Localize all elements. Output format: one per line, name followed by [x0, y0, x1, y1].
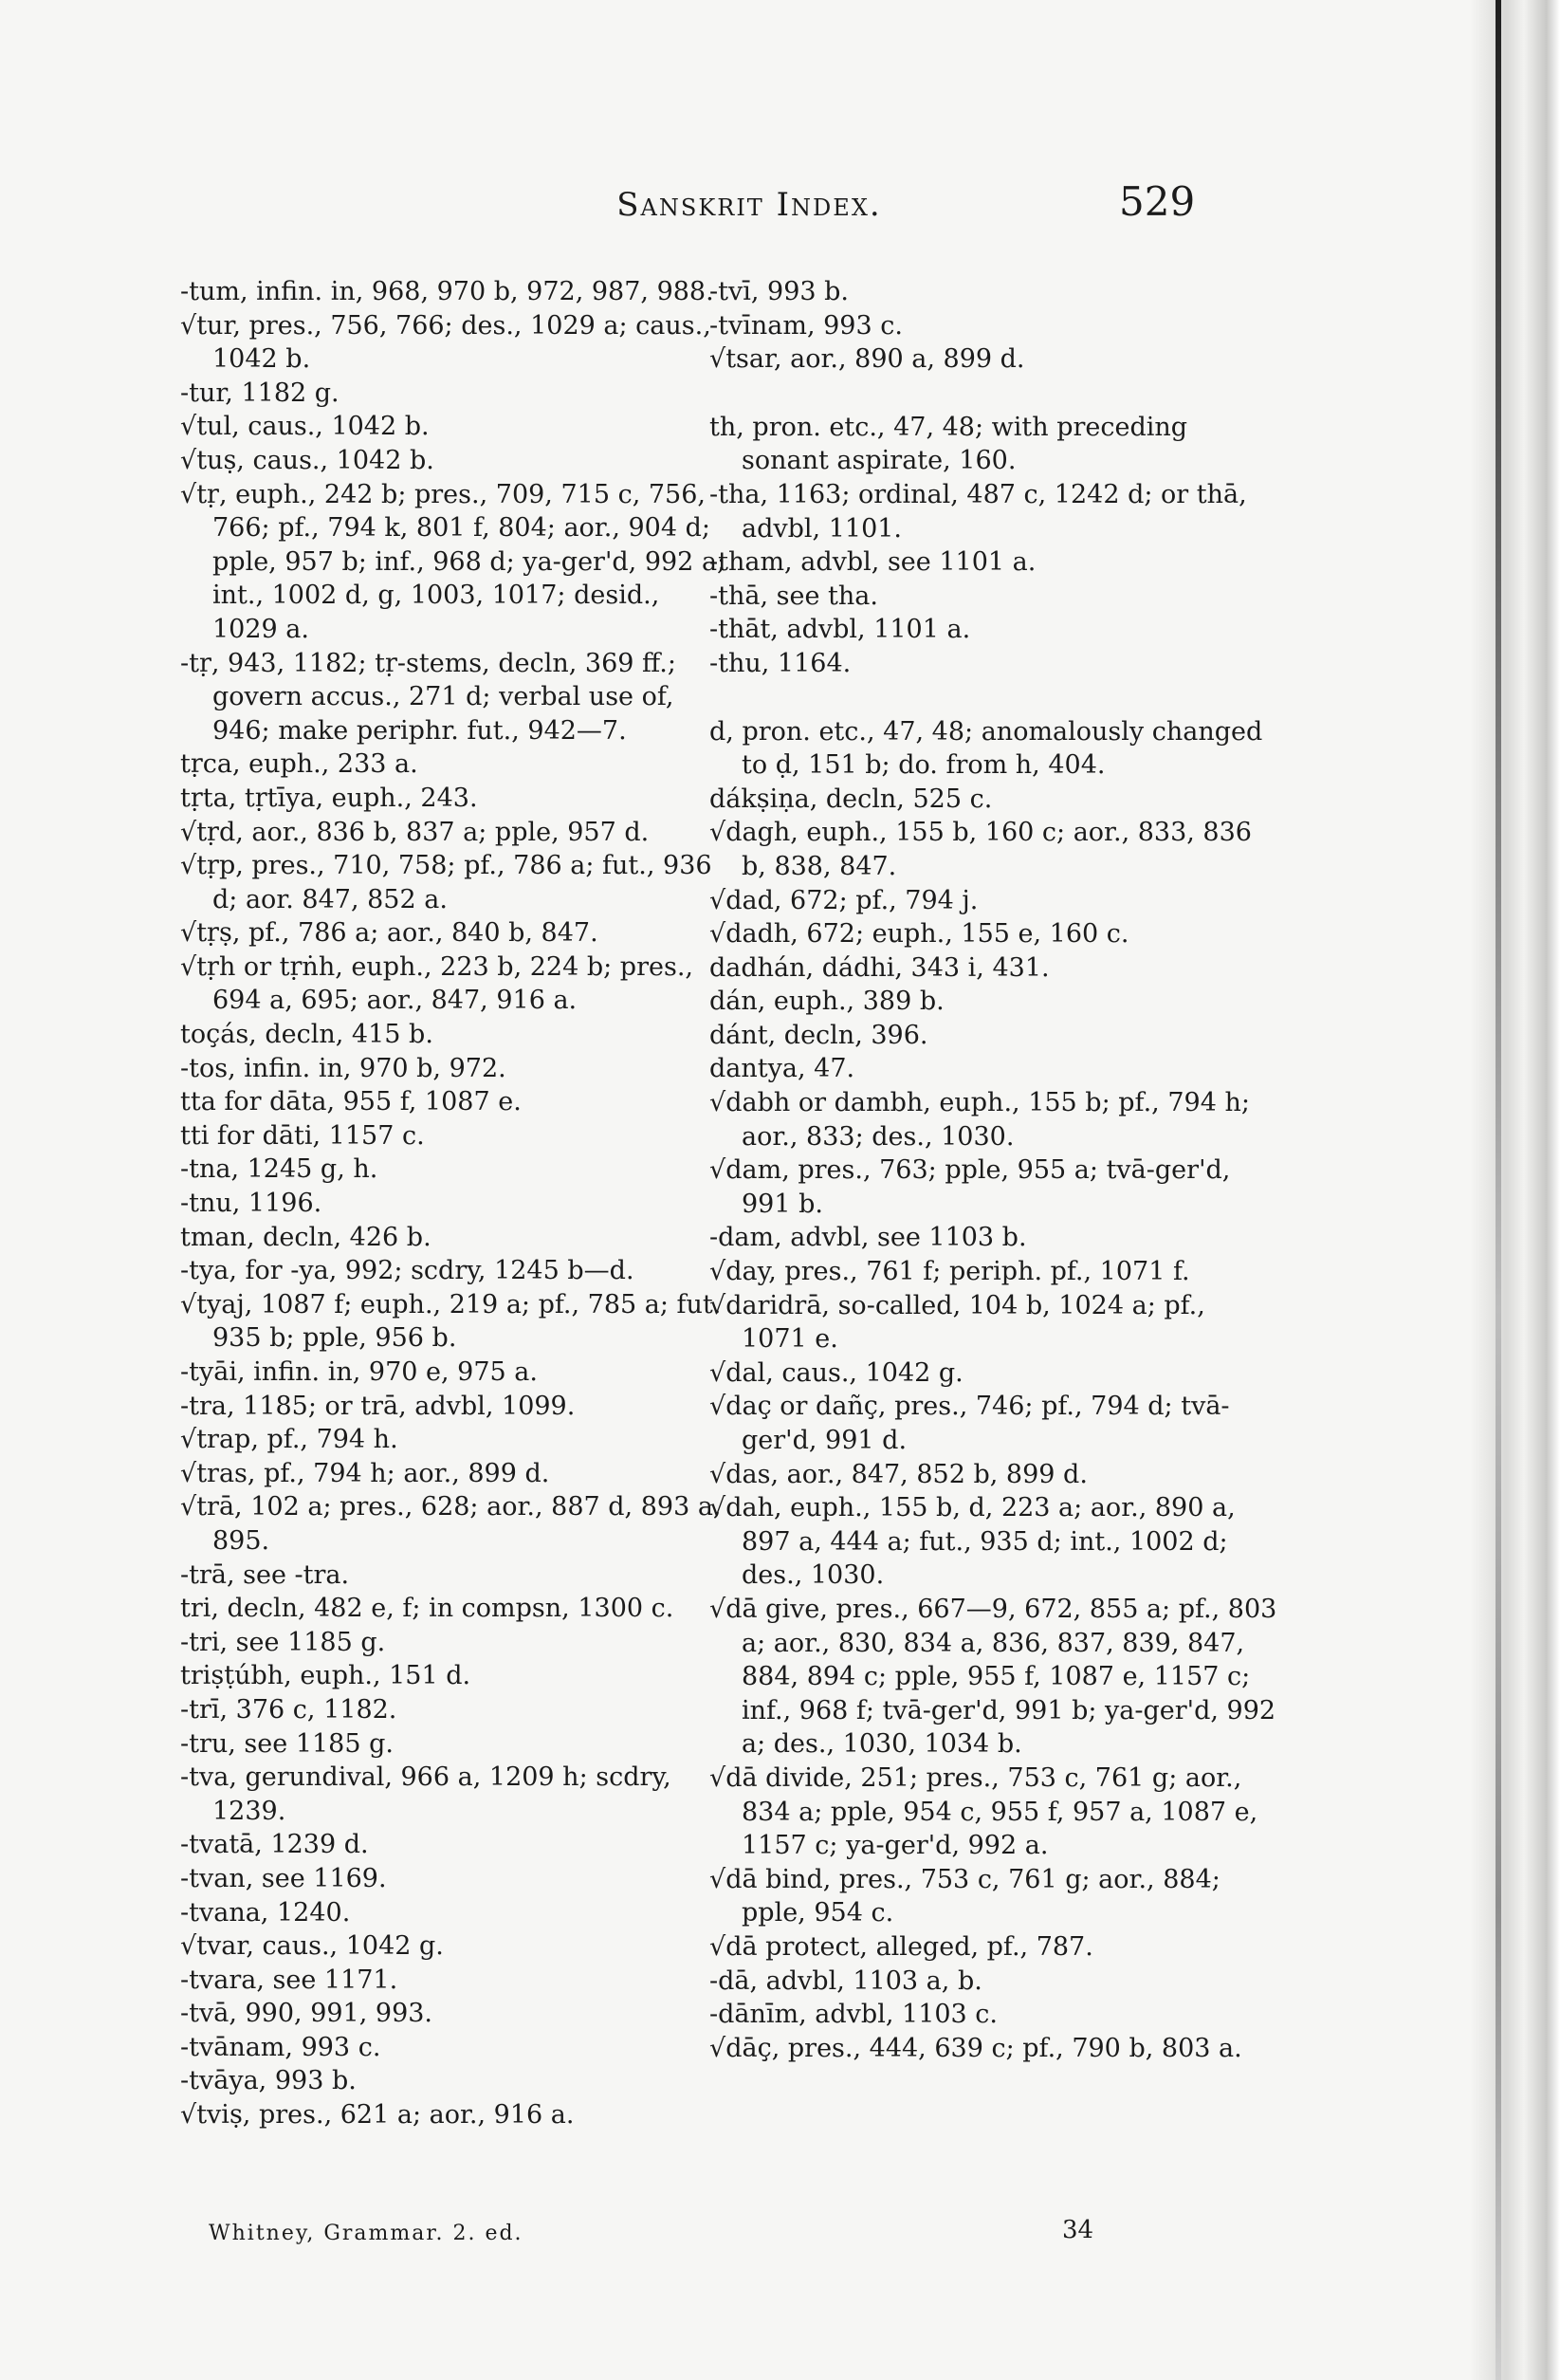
index-entry: -trī, 376 c, 1182. [180, 1694, 397, 1725]
index-entry: √tul, caus., 1042 b. [180, 412, 430, 442]
section-start-th: th, pron. etc., 47, 48; with preceding sonant aspirate, 160. [709, 412, 1188, 476]
index-entry: √dadh, 672; euph., 155 e, 160 c. [709, 919, 1129, 950]
index-entry: √dāç, pres., 444, 639 c; pf., 790 b, 803 a. [709, 2033, 1242, 2063]
index-entry: dán, euph., 389 b. [709, 987, 945, 1017]
index-entry: √daç or dañç, pres., 746; pf., 794 d; tvā-ger'd, 991 d. [709, 1392, 1230, 1455]
page-number: 529 [1119, 178, 1196, 225]
index-entry: √tur, pres., 756, 766; des., 1029 a; caus., 1042 b. [180, 310, 711, 375]
index-entry: -tvāya, 993 b. [180, 2066, 357, 2096]
index-entry: -tvana, 1240. [180, 1897, 351, 1928]
index-entry: triṣṭúbh, euph., 151 d. [180, 1661, 471, 1691]
index-entry: toçás, decln, 415 b. [180, 1020, 433, 1050]
index-entry: tta for dāta, 955 f, 1087 e. [180, 1087, 522, 1117]
index-entry: -tum, infin. in, 968, 970 b, 972, 987, 988. [180, 277, 714, 306]
index-entry: dákṣiṇa, decln, 525 c. [709, 784, 993, 814]
right-column [709, 275, 1278, 2065]
index-entry: √tvar, caus., 1042 g. [180, 1931, 444, 1962]
index-entry: -dā, advbl, 1103 a, b. [709, 1965, 982, 1996]
index-entry: tti for dāti, 1157 c. [180, 1120, 425, 1151]
index-entry: -tur, 1182 g. [180, 378, 340, 408]
index-entry: -dānīm, advbl, 1103 c. [709, 2000, 999, 2030]
index-entry: -tvatā, 1239 d. [180, 1830, 369, 1860]
index-entry: √tuṣ, caus., 1042 b. [180, 445, 434, 475]
index-entry: dadhán, dádhi, 343 i, 431. [709, 952, 1050, 983]
index-entry: dánt, decln, 396. [709, 1020, 928, 1050]
index-entry: -tyāi, infin. in, 970 e, 975 a. [180, 1357, 538, 1387]
index-entry: √daridrā, so-called, 104 b, 1024 a; pf., 1071 e. [709, 1290, 1205, 1355]
index-entry: √tṛd, aor., 836 b, 837 a; pple, 957 d. [180, 817, 650, 847]
index-entry: tman, decln, 426 b. [180, 1222, 431, 1252]
index-entry: -tvānam, 993 c. [180, 2032, 381, 2062]
index-entry: -thāt, advbl, 1101 a. [709, 615, 971, 645]
index-entry: -tri, see 1185 g. [180, 1627, 386, 1657]
index-entry: √trap, pf., 794 h. [180, 1425, 398, 1455]
index-entry: tṛta, tṛtīya, euph., 243. [180, 783, 478, 813]
index-entry: √dagh, euph., 155 b, 160 c; aor., 833, 836 b, 838, 847. [709, 818, 1252, 881]
index-entry: -tham, advbl, see 1101 a. [709, 547, 1037, 578]
index-entry: -tna, 1245 g, h. [180, 1154, 378, 1185]
left-column [180, 275, 730, 2132]
index-entry: √dal, caus., 1042 g. [709, 1357, 964, 1388]
index-entry: √dā protect, alleged, pf., 787. [709, 1931, 1093, 1962]
index-entry: √tṛh or tṛṅh, euph., 223 b, 224 b; pres., 694 a, 695; aor., 847, 916 a. [180, 951, 694, 1016]
index-entry: -tru, see 1185 g. [180, 1728, 394, 1759]
index-entry: √dā divide, 251; pres., 753 c, 761 g; aor., 834 a; pple, 954 c, 955 f, 957 a, 1087 e, 1157 c; ya-ger'd, 992 a. [709, 1762, 1258, 1861]
index-entry: √tṛ, euph., 242 b; pres., 709, 715 c, 756, 766; pf., 794 k, 801 f, 804; aor., 904 d; pple, 957 b; inf., 968 d; ya-ger'd, 992 a; int., 1002 d, g, 1003, 1017; desid., 1029 a. [180, 479, 726, 644]
running-head-title: Sanskrit Index. [616, 186, 882, 224]
index-entry: -thā, see tha. [709, 581, 878, 611]
index-entry: -tya, for -ya, 992; scdry, 1245 b—d. [180, 1256, 634, 1286]
footer-signature: Whitney, Grammar. 2. ed. [209, 2222, 523, 2245]
index-entry: √dam, pres., 763; pple, 955 a; tvā-ger'd, 991 b. [709, 1155, 1231, 1219]
index-entry: tri, decln, 482 e, f; in compsn, 1300 c. [180, 1594, 674, 1624]
index-entry: √tras, pf., 794 h; aor., 899 d. [180, 1458, 550, 1488]
index-entry: √tṛp, pres., 710, 758; pf., 786 a; fut., 936 d; aor. 847, 852 a. [180, 851, 712, 914]
index-entry: dantya, 47. [709, 1054, 855, 1084]
index-entry: √tviṣ, pres., 621 a; aor., 916 a. [180, 2100, 575, 2131]
index-entry: √das, aor., 847, 852 b, 899 d. [709, 1459, 1088, 1489]
index-entry: √dad, 672; pf., 794 j. [709, 885, 979, 915]
index-entry: √dabh or dambh, euph., 155 b; pf., 794 h; aor., 833; des., 1030. [709, 1088, 1250, 1152]
index-entry: √dā give, pres., 667—9, 672, 855 a; pf., 803 a; aor., 830, 834 a, 836, 837, 839, 847, 884, 894 c; pple, 955 f, 1087 e, 1157 c; inf., 968 f; tvā-ger'd, 991 b; ya-ger'd, 992 a; des., 1030, 1034 b. [709, 1594, 1277, 1760]
index-entry: -tra, 1185; or trā, advbl, 1099. [180, 1391, 576, 1421]
index-entry: √trā, 102 a; pres., 628; aor., 887 d, 893 a, 895. [180, 1492, 722, 1556]
index-entry: √day, pres., 761 f; periph. pf., 1071 f. [709, 1257, 1190, 1287]
section-start-d: d, pron. etc., 47, 48; anomalously changed to ḍ, 151 b; do. from h, 404. [709, 716, 1263, 781]
index-entry: √tṛṣ, pf., 786 a; aor., 840 b, 847. [180, 918, 598, 949]
index-entry: -thu, 1164. [709, 648, 852, 678]
index-entry: -tvara, see 1171. [180, 1965, 398, 1995]
index-entry: -tvīnam, 993 c. [709, 310, 903, 341]
index-entry: √dā bind, pres., 753 c, 761 g; aor., 884; pple, 954 c. [709, 1864, 1220, 1928]
index-entry: -tvī, 993 b. [709, 277, 850, 306]
index-entry: -tvā, 990, 991, 993. [180, 1999, 433, 2029]
index-entry: √tsar, aor., 890 a, 899 d. [709, 344, 1025, 375]
index-entry: -tnu, 1196. [180, 1189, 322, 1219]
index-entry: -tos, infin. in, 970 b, 972. [180, 1053, 506, 1083]
index-entry: -tha, 1163; ordinal, 487 c, 1242 d; or thā, advbl, 1101. [709, 479, 1247, 544]
index-entry: -dam, advbl, see 1103 b. [709, 1223, 1027, 1253]
index-entry: -tṛ, 943, 1182; tṛ-stems, decln, 369 ff.; govern accus., 271 d; verbal use of, 946; make periphr. fut., 942—7. [180, 648, 676, 746]
index-entry: tṛca, euph., 233 a. [180, 749, 418, 780]
page-gutter-shadow [1470, 0, 1560, 2380]
sheet-number: 34 [1062, 2216, 1094, 2244]
index-entry: -tva, gerundival, 966 a, 1209 h; scdry, 1239. [180, 1762, 671, 1826]
index-entry: -tvan, see 1169. [180, 1863, 387, 1893]
index-entry: -trā, see -tra. [180, 1559, 350, 1590]
binding-edge [1496, 0, 1501, 2380]
index-entry: √tyaj, 1087 f; euph., 219 a; pf., 785 a; fut. 935 b; pple, 956 b. [180, 1289, 722, 1354]
index-entry: √dah, euph., 155 b, d, 223 a; aor., 890 a, 897 a, 444 a; fut., 935 d; int., 1002 d; des., 1030. [709, 1493, 1236, 1591]
